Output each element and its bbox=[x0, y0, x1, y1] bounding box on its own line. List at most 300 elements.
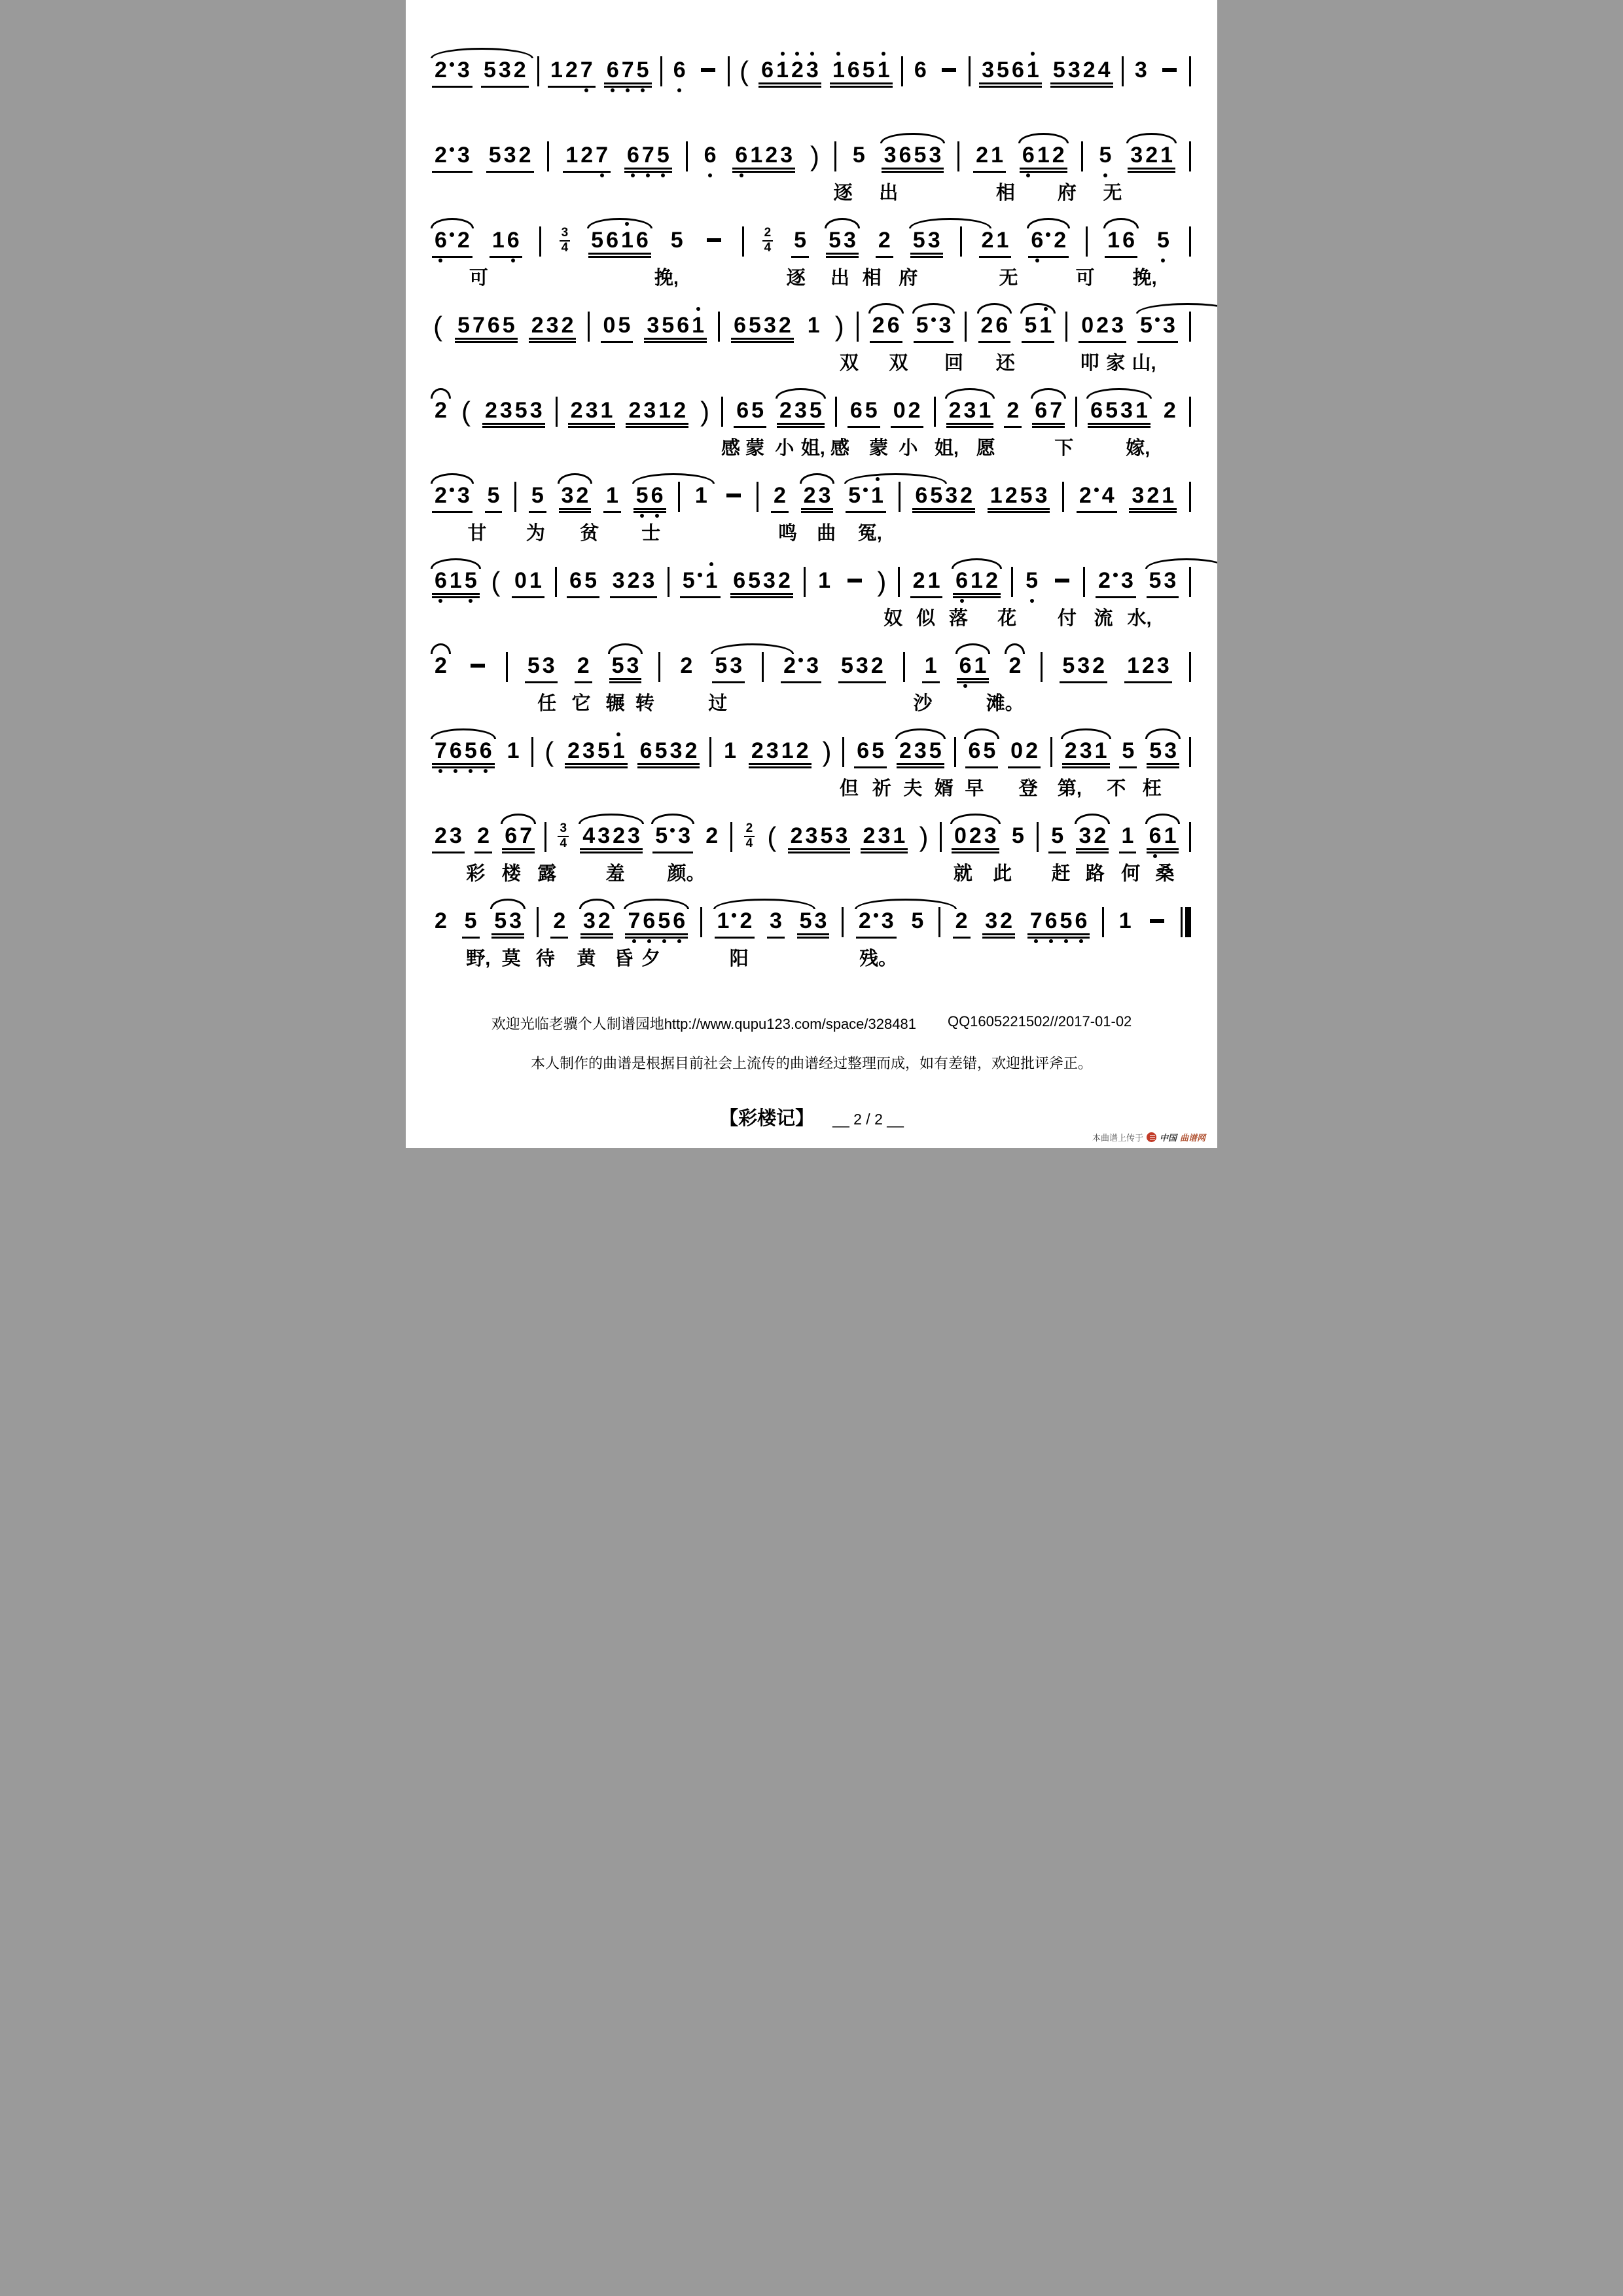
octave-up-dot bbox=[795, 52, 799, 56]
lyric-line bbox=[432, 263, 1191, 288]
slur-arc bbox=[431, 643, 451, 654]
note-digit: 6 bbox=[887, 313, 900, 338]
barline bbox=[903, 652, 905, 682]
octave-down-dot bbox=[740, 173, 743, 177]
note-digit: 2 bbox=[969, 823, 982, 848]
dash-note bbox=[847, 579, 862, 583]
note-digit: 6 bbox=[1148, 825, 1163, 847]
note-digit: 2 bbox=[1096, 313, 1109, 338]
slur-arc bbox=[912, 303, 955, 314]
slur-arc bbox=[501, 814, 536, 824]
note-digit: 3 bbox=[766, 738, 779, 763]
note-digit: 1 bbox=[1026, 59, 1041, 81]
octave-down-dot bbox=[661, 173, 665, 177]
note-group bbox=[1051, 579, 1073, 598]
lyric-line bbox=[432, 774, 1191, 798]
lyric-syllable: 沙 bbox=[913, 693, 933, 714]
slur-arc bbox=[895, 728, 946, 739]
note-digit: 6 bbox=[761, 58, 774, 82]
barline bbox=[1189, 141, 1191, 171]
note-digit: 3 bbox=[1079, 738, 1092, 763]
lyric-syllable: 为 bbox=[526, 523, 545, 544]
note-digit: 6 bbox=[1044, 910, 1059, 932]
note-digit: 2 bbox=[627, 568, 640, 593]
note-digit: 5 bbox=[862, 58, 875, 82]
note-digit: 3 bbox=[503, 143, 516, 168]
octave-down-dot bbox=[511, 259, 515, 262]
lyric-syllable: 残。 bbox=[859, 948, 898, 969]
barline bbox=[556, 397, 558, 427]
note-group bbox=[1048, 825, 1066, 853]
barline bbox=[1037, 822, 1039, 852]
barline bbox=[742, 226, 744, 257]
note-digit: 3 bbox=[855, 653, 868, 678]
note-digit: 1 bbox=[658, 398, 671, 423]
slur-arc bbox=[977, 303, 1012, 314]
note-group bbox=[1147, 825, 1179, 853]
augmentation-dot bbox=[450, 232, 454, 237]
music-line bbox=[432, 380, 1191, 428]
note-group bbox=[861, 825, 908, 853]
augmentation-dot bbox=[863, 488, 868, 492]
slur-arc bbox=[1061, 728, 1111, 739]
note-group bbox=[1128, 144, 1175, 173]
note-digit: 2 bbox=[576, 483, 589, 508]
note-digit: 3 bbox=[881, 908, 894, 933]
music-line bbox=[432, 465, 1191, 513]
note-digit: 1 bbox=[990, 483, 1003, 508]
slur-arc bbox=[855, 899, 957, 909]
note-digit: 3 bbox=[763, 568, 776, 593]
note-group bbox=[432, 910, 450, 939]
lyric-syllable: 感 bbox=[721, 438, 740, 459]
note-group bbox=[953, 910, 971, 939]
note-group bbox=[1008, 740, 1041, 768]
note-digit: 6 bbox=[915, 483, 928, 508]
music-line bbox=[432, 720, 1191, 768]
note-group bbox=[797, 910, 830, 939]
slur-arc bbox=[844, 473, 947, 484]
note-digit: 2 bbox=[613, 823, 626, 848]
note-digit: 2 bbox=[863, 823, 876, 848]
note-digit: 5 bbox=[840, 653, 853, 678]
note-digit: 2 bbox=[561, 313, 574, 338]
note-group bbox=[1096, 144, 1114, 173]
slur-arc bbox=[1031, 388, 1066, 399]
slur-arc bbox=[1136, 303, 1217, 314]
note-digit: 5 bbox=[611, 653, 624, 678]
note-digit: 5 bbox=[748, 568, 761, 593]
time-signature: 3 4 bbox=[558, 822, 569, 851]
note-digit: 1 bbox=[1118, 908, 1132, 933]
note-group bbox=[610, 569, 658, 598]
note-group bbox=[1161, 399, 1179, 428]
note-digit: 3 bbox=[794, 398, 807, 423]
barline bbox=[555, 567, 557, 597]
time-signature: 3 4 bbox=[560, 226, 571, 255]
time-signature: 2 4 bbox=[744, 822, 755, 851]
lyric-syllable: 挽, bbox=[1132, 268, 1157, 289]
note-digit: 3 bbox=[763, 313, 776, 338]
note-digit: 3 bbox=[647, 313, 660, 338]
note-group bbox=[805, 314, 823, 343]
note-digit: 3 bbox=[805, 59, 820, 81]
note-digit: 6 bbox=[650, 484, 665, 507]
note-group bbox=[988, 484, 1050, 513]
octave-down-dot bbox=[677, 939, 681, 943]
augmentation-dot bbox=[670, 828, 675, 833]
note-digit: 6 bbox=[671, 910, 687, 932]
augmentation-dot bbox=[1155, 317, 1160, 322]
barline bbox=[668, 567, 669, 597]
lyric-syllable: 就 bbox=[953, 863, 972, 884]
note-group bbox=[870, 314, 902, 343]
barline bbox=[1189, 56, 1191, 86]
note-digit: 3 bbox=[546, 313, 559, 338]
note-group bbox=[512, 569, 544, 598]
barline bbox=[940, 822, 942, 852]
note-digit: 2 bbox=[872, 313, 885, 338]
parenthesis: ( bbox=[740, 56, 749, 86]
note-group bbox=[1137, 314, 1178, 343]
note-digit: 2 bbox=[980, 313, 993, 338]
note-group bbox=[850, 144, 868, 173]
parenthesis: ) bbox=[822, 736, 832, 767]
octave-down-dot bbox=[438, 769, 442, 773]
lyric-syllable: 楼 bbox=[501, 863, 521, 884]
note-digit: 3 bbox=[883, 143, 897, 168]
note-group bbox=[485, 484, 503, 513]
note-digit: 1 bbox=[775, 59, 790, 81]
note-digit: 1 bbox=[818, 568, 831, 593]
note-group bbox=[692, 484, 710, 513]
note-group bbox=[953, 569, 1001, 598]
note-digit: 5 bbox=[483, 58, 496, 82]
note-group bbox=[625, 910, 688, 939]
note-digit: 2 bbox=[955, 908, 968, 933]
music-line bbox=[432, 635, 1191, 683]
note-group bbox=[548, 59, 596, 88]
lyric-syllable: 冤, bbox=[857, 523, 882, 544]
note-digit: 5 bbox=[494, 908, 507, 933]
note-digit: 2 bbox=[1007, 398, 1020, 423]
note-digit: 5 bbox=[1059, 910, 1074, 932]
note-digit: 3 bbox=[669, 738, 683, 763]
note-digit: 2 bbox=[1005, 483, 1018, 508]
note-digit: 2 bbox=[435, 908, 447, 933]
note-digit: 2 bbox=[899, 738, 912, 763]
note-digit: 3 bbox=[582, 738, 595, 763]
note-group bbox=[1006, 655, 1024, 683]
note-group bbox=[1060, 655, 1107, 683]
note-digit: 3 bbox=[585, 398, 598, 423]
lyric-syllable: 辗 bbox=[605, 693, 625, 714]
note-digit: 5 bbox=[929, 738, 942, 763]
octave-down-dot bbox=[1079, 939, 1083, 943]
note-group bbox=[601, 314, 633, 343]
slur-arc bbox=[579, 814, 644, 824]
note-digit: 1 bbox=[690, 314, 705, 336]
note-digit: 1 bbox=[927, 568, 940, 593]
note-group bbox=[965, 740, 998, 768]
note-digit: 5 bbox=[1024, 313, 1037, 338]
note-group bbox=[1009, 825, 1027, 853]
augmentation-dot bbox=[450, 147, 454, 152]
note-group bbox=[1023, 569, 1041, 598]
note-digit: 1 bbox=[620, 229, 635, 251]
note-group bbox=[432, 144, 473, 173]
note-digit: 6 bbox=[733, 568, 746, 593]
note-digit: 2 bbox=[773, 483, 786, 508]
note-group bbox=[715, 910, 755, 939]
note-digit: 6 bbox=[672, 59, 687, 81]
slur-arc bbox=[1145, 814, 1181, 824]
note-digit: 2 bbox=[960, 483, 973, 508]
note-group bbox=[876, 229, 893, 258]
note-group bbox=[559, 484, 592, 513]
note-digit: 2 bbox=[705, 823, 719, 848]
slur-arc bbox=[711, 643, 794, 654]
note-digit: 3 bbox=[597, 823, 611, 848]
note-digit: 5 bbox=[654, 738, 668, 763]
note-digit: 5 bbox=[715, 653, 728, 678]
note-digit: 5 bbox=[662, 313, 675, 338]
lyric-syllable: 滩。 bbox=[986, 693, 1024, 714]
note-digit: 6 bbox=[734, 144, 749, 166]
note-digit: 1 bbox=[924, 653, 937, 678]
note-group bbox=[565, 740, 628, 768]
music-line bbox=[432, 124, 1191, 173]
barline bbox=[1011, 567, 1013, 597]
note-group bbox=[1158, 68, 1181, 88]
note-digit: 2 bbox=[435, 653, 447, 678]
note-digit: 3 bbox=[1067, 58, 1080, 82]
lyric-syllable: 莫 bbox=[501, 948, 521, 969]
note-digit: 1 bbox=[978, 398, 991, 423]
lyric-syllable: 府 bbox=[1057, 183, 1077, 204]
octave-down-dot bbox=[1153, 854, 1157, 858]
note-digit: 5 bbox=[852, 143, 865, 168]
octave-down-dot bbox=[677, 88, 681, 92]
note-digit: 2 bbox=[740, 908, 753, 933]
note-group bbox=[626, 399, 688, 428]
slur-arc bbox=[1018, 133, 1069, 143]
note-digit: 1 bbox=[893, 823, 906, 848]
note-digit: 5 bbox=[464, 908, 477, 933]
note-digit: 3 bbox=[582, 908, 596, 933]
octave-down-dot bbox=[655, 514, 659, 518]
note-digit: 2 bbox=[597, 908, 611, 933]
note-group bbox=[1077, 484, 1117, 513]
slur-arc bbox=[964, 728, 999, 739]
octave-down-dot bbox=[626, 88, 630, 92]
barline bbox=[1062, 482, 1064, 512]
note-digit: 7 bbox=[1050, 398, 1063, 423]
lyric-line bbox=[432, 603, 1191, 628]
note-digit: 2 bbox=[870, 653, 883, 678]
barline bbox=[1189, 482, 1191, 512]
note-digit: 5 bbox=[656, 910, 671, 932]
note-digit: 6 bbox=[847, 58, 860, 82]
note-digit: 2 bbox=[1000, 908, 1013, 933]
footer-qq-date: QQ1605221502//2017-01-02 bbox=[947, 1013, 1132, 1030]
note-digit: 6 bbox=[849, 398, 863, 423]
note-digit: 3 bbox=[499, 398, 512, 423]
note-digit: 1 bbox=[507, 738, 520, 763]
note-digit: 5 bbox=[983, 738, 996, 763]
slur-arc bbox=[632, 473, 715, 484]
lyric-syllable: 相 bbox=[862, 268, 882, 289]
octave-up-dot bbox=[709, 562, 713, 566]
note-group bbox=[575, 655, 592, 683]
note-digit: 6 bbox=[433, 229, 448, 251]
note-group bbox=[568, 399, 616, 428]
title-line bbox=[406, 1103, 1217, 1130]
dash-note bbox=[471, 664, 485, 668]
note-group bbox=[505, 740, 522, 768]
note-digit: 3 bbox=[457, 58, 470, 82]
note-digit: 3 bbox=[612, 568, 625, 593]
note-group bbox=[1105, 229, 1137, 258]
note-digit: 5 bbox=[618, 313, 631, 338]
note-group bbox=[1050, 59, 1113, 88]
note-digit: 1 bbox=[1094, 738, 1107, 763]
lyric-syllable: 还 bbox=[995, 353, 1015, 374]
note-group bbox=[1147, 569, 1179, 598]
slur-arc bbox=[431, 48, 533, 58]
note-digit: 2 bbox=[1142, 653, 1154, 678]
note-group bbox=[633, 484, 666, 513]
note-group bbox=[1022, 314, 1054, 343]
note-digit: 2 bbox=[1147, 483, 1160, 508]
barline bbox=[1041, 652, 1043, 682]
lyric-line bbox=[432, 859, 1191, 884]
barline bbox=[728, 56, 730, 86]
lyric-syllable: 感 bbox=[830, 438, 850, 459]
note-digit: 3 bbox=[927, 228, 940, 253]
note-digit: 5 bbox=[457, 313, 470, 338]
parenthesis: ) bbox=[834, 311, 844, 342]
note-digit: 3 bbox=[929, 143, 942, 168]
note-group bbox=[432, 825, 465, 853]
note-digit: 7 bbox=[594, 144, 609, 166]
note-digit: 5 bbox=[655, 823, 668, 848]
note-digit: 6 bbox=[606, 228, 618, 253]
barline bbox=[678, 482, 680, 512]
note-digit: 6 bbox=[1021, 144, 1036, 166]
note-digit: 1 bbox=[750, 143, 763, 168]
note-group bbox=[910, 229, 943, 258]
note-group bbox=[908, 910, 926, 939]
note-group bbox=[486, 144, 534, 173]
music-line bbox=[432, 890, 1191, 939]
note-digit: 6 bbox=[1073, 910, 1088, 932]
barline bbox=[960, 226, 962, 257]
note-group bbox=[1027, 910, 1090, 939]
note-digit: 2 bbox=[790, 59, 805, 81]
note-digit: 7 bbox=[1029, 910, 1044, 932]
note-digit: 1 bbox=[1162, 483, 1175, 508]
note-digit: 2 bbox=[435, 823, 447, 848]
note-digit: 0 bbox=[514, 568, 527, 593]
note-digit: 2 bbox=[779, 398, 792, 423]
note-group bbox=[897, 740, 944, 768]
barline bbox=[1083, 567, 1085, 597]
note-digit: 1 bbox=[1160, 143, 1173, 168]
note-group bbox=[567, 569, 599, 598]
note-digit: 1 bbox=[991, 143, 1003, 168]
barline bbox=[938, 907, 940, 937]
note-digit: 5 bbox=[1097, 144, 1113, 166]
lyric-syllable: 士 bbox=[641, 523, 661, 544]
note-digit: 5 bbox=[487, 483, 500, 508]
octave-down-dot bbox=[631, 173, 635, 177]
note-digit: 5 bbox=[794, 228, 807, 253]
note-digit: 3 bbox=[529, 398, 543, 423]
octave-up-dot bbox=[625, 222, 629, 226]
note-group bbox=[467, 664, 489, 683]
footer-welcome-url: 欢迎光临老骥个人制谱园地http://www.qupu123.com/space/328481 bbox=[491, 1016, 916, 1032]
note-group bbox=[1119, 740, 1137, 768]
lyric-line bbox=[432, 433, 1191, 458]
note-digit: 1 bbox=[724, 738, 737, 763]
octave-down-dot bbox=[1026, 173, 1030, 177]
note-digit: 0 bbox=[893, 398, 906, 423]
note-group bbox=[847, 399, 880, 428]
note-digit: 2 bbox=[1026, 738, 1039, 763]
note-digit: 3 bbox=[770, 908, 782, 933]
note-group bbox=[563, 144, 611, 173]
lyric-syllable: 下 bbox=[1054, 438, 1074, 459]
note-digit: 3 bbox=[498, 58, 511, 82]
barline bbox=[834, 141, 836, 171]
slur-arc bbox=[1086, 388, 1152, 399]
note-group bbox=[891, 399, 923, 428]
lyric-syllable: 水, bbox=[1127, 608, 1152, 629]
barline bbox=[899, 482, 901, 512]
slur-arc bbox=[825, 218, 860, 228]
note-group bbox=[912, 59, 929, 88]
note-group bbox=[609, 655, 642, 683]
note-digit: 6 bbox=[914, 58, 927, 82]
note-digit: 3 bbox=[963, 398, 976, 423]
note-digit: 2 bbox=[628, 398, 641, 423]
slur-arc bbox=[431, 218, 474, 228]
note-group bbox=[758, 59, 821, 88]
note-digit: 2 bbox=[976, 143, 989, 168]
note-digit: 2 bbox=[796, 738, 809, 763]
note-digit: 0 bbox=[1081, 313, 1094, 338]
note-digit: 2 bbox=[457, 228, 470, 253]
note-group bbox=[604, 59, 652, 88]
lyric-line bbox=[432, 518, 1191, 543]
note-digit: 7 bbox=[579, 59, 594, 81]
note-digit: 2 bbox=[981, 228, 994, 253]
note-digit: 3 bbox=[818, 483, 831, 508]
note-group bbox=[455, 314, 518, 343]
note-group bbox=[481, 59, 529, 88]
note-group bbox=[788, 825, 851, 853]
note-digit: 1 bbox=[1164, 823, 1177, 848]
parenthesis: ( bbox=[767, 821, 777, 852]
note-group bbox=[671, 59, 688, 88]
octave-up-dot bbox=[781, 52, 785, 56]
note-digit: 1 bbox=[876, 59, 891, 81]
lyric-syllable: 可 bbox=[1075, 268, 1095, 289]
note-group bbox=[1147, 740, 1179, 768]
note-digit: 5 bbox=[914, 143, 927, 168]
note-digit: 5 bbox=[1149, 568, 1162, 593]
